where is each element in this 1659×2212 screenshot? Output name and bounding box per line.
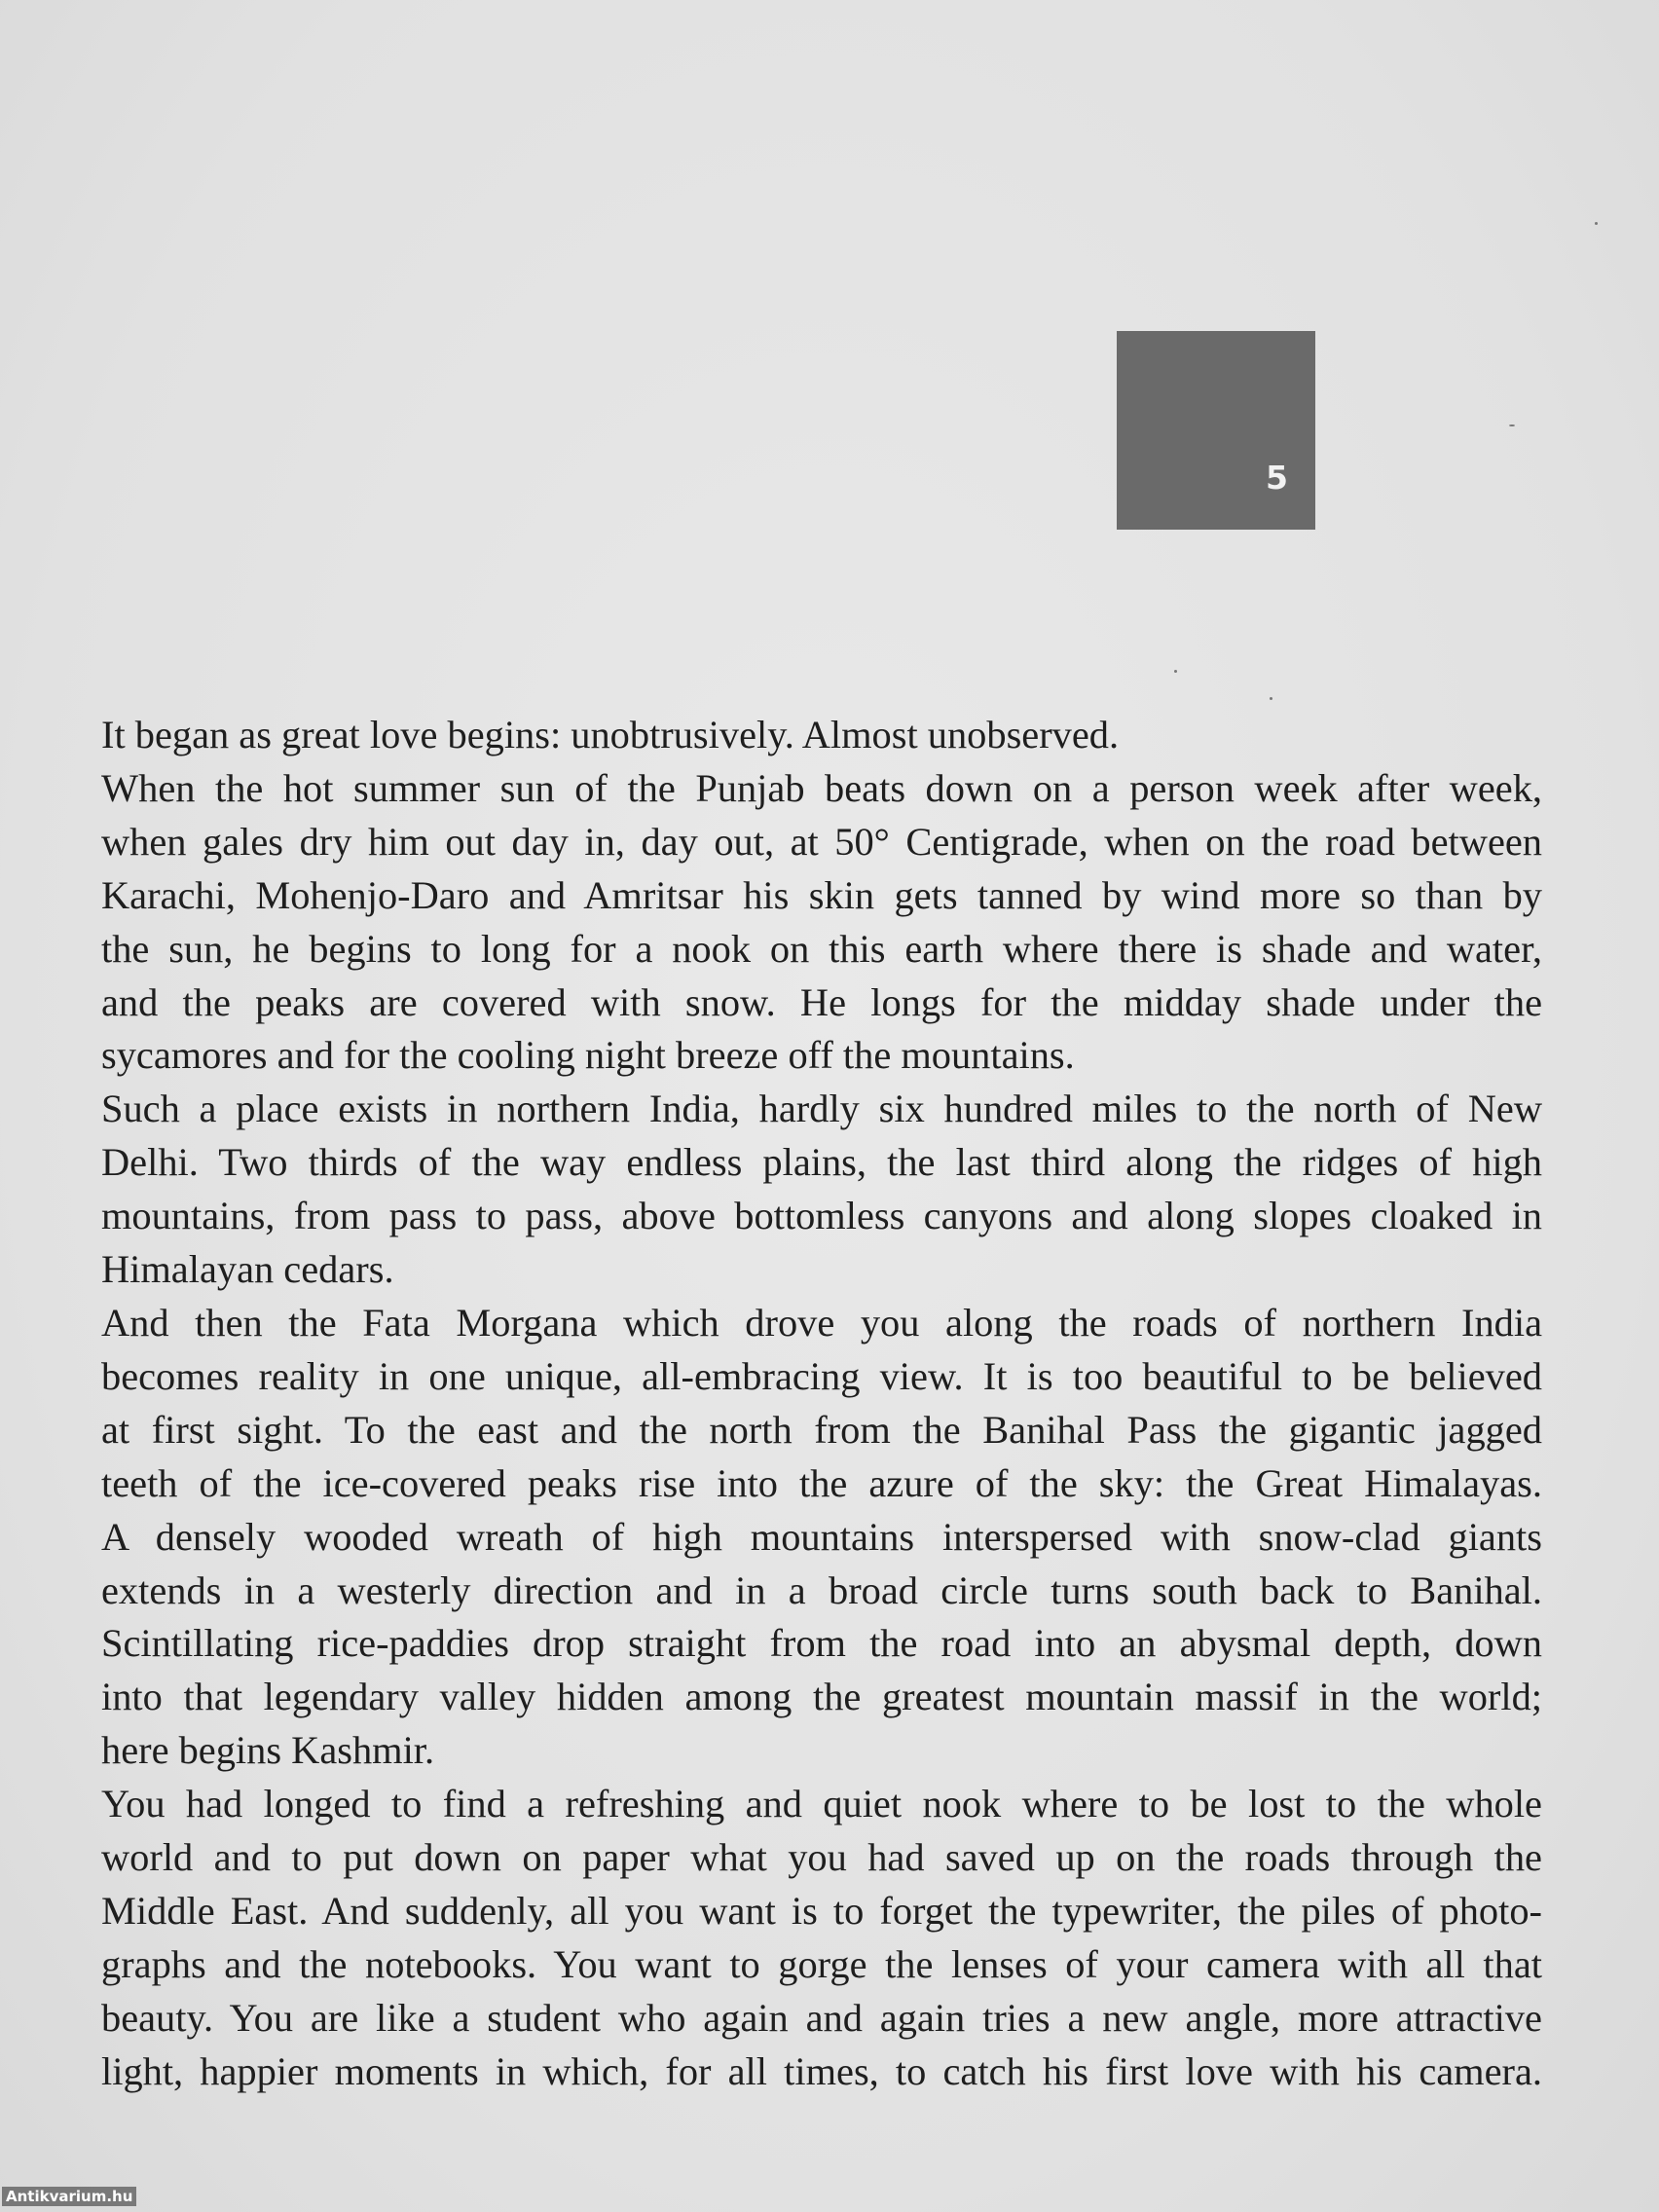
text-line: at first sight. To the east and the north from the Banihal Pass the gigantic jagged — [101, 1407, 1542, 1452]
text-line: graphs and the notebooks. You want to gorge the lenses of your camera with all that — [101, 1941, 1542, 1986]
text-line: Scintillating rice-paddies drop straight from the road into an abysmal depth, down — [101, 1621, 1542, 1666]
text-line: beauty. You are like a student who again and again tries a new angle, more attractive — [101, 1995, 1542, 2040]
text-line: You had longed to find a refreshing and quiet nook where to be lost to the whole — [101, 1782, 1542, 1826]
paper-speck — [1595, 222, 1598, 225]
text-line: Delhi. Two thirds of the way endless plains, the last third along the ridges of high — [101, 1140, 1542, 1185]
text-line: extends in a westerly direction and in a broad circle turns south back to Banihal. — [101, 1567, 1542, 1612]
text-line: world and to put down on paper what you had saved up on the roads through the — [101, 1835, 1542, 1880]
text-line: When the hot summer sun of the Punjab beats down on a person week after week, — [101, 765, 1542, 810]
body-text — [101, 709, 1542, 2099]
text-line: the sun, he begins to long for a nook on this earth where there is shade and water, — [101, 926, 1542, 971]
text-line: here begins Kashmir. — [101, 1728, 435, 1773]
paper-speck — [1509, 424, 1515, 426]
text-line: sycamores and for the cooling night breeze off the mountains. — [101, 1033, 1075, 1078]
text-line: A densely wooded wreath of high mountains interspersed with snow-clad giants — [101, 1514, 1542, 1559]
text-line: and the peaks are covered with snow. He longs for the midday shade under the — [101, 979, 1542, 1024]
text-line: Middle East. And suddenly, all you want is to forget the typewriter, the piles of photo- — [101, 1888, 1542, 1933]
paper-speck — [1174, 670, 1177, 673]
text-line: Karachi, Mohenjo-Daro and Amritsar his skin gets tanned by wind more so than by — [101, 872, 1542, 917]
text-line: It began as great love begins: unobtrusively. Almost unobserved. — [101, 713, 1120, 756]
chapter-number: 5 — [1266, 459, 1289, 497]
text-line: becomes reality in one unique, all-embracing view. It is too beautiful to be believed — [101, 1353, 1542, 1398]
chapter-marker — [1117, 331, 1315, 530]
text-line: when gales dry him out day in, day out, at 50° Centigrade, when on the road between — [101, 819, 1542, 864]
paper-speck — [1270, 697, 1272, 700]
text-line: Himalayan cedars. — [101, 1247, 394, 1292]
text-line: Such a place exists in northern India, hardly six hundred miles to the north of New — [101, 1087, 1542, 1131]
text-line: teeth of the ice-covered peaks rise into the azure of the sky: the Great Himalayas. — [101, 1460, 1542, 1505]
text-line: light, happier moments in which, for all times, to catch his first love with his camera. — [101, 2048, 1542, 2093]
text-line: And then the Fata Morgana which drove you along the roads of northern India — [101, 1300, 1542, 1345]
text-line: into that legendary valley hidden among the greatest mountain massif in the world; — [101, 1675, 1542, 1719]
watermark: Antikvarium.hu — [2, 2187, 136, 2206]
text-line: mountains, from pass to pass, above bottomless canyons and along slopes cloaked in — [101, 1194, 1542, 1238]
